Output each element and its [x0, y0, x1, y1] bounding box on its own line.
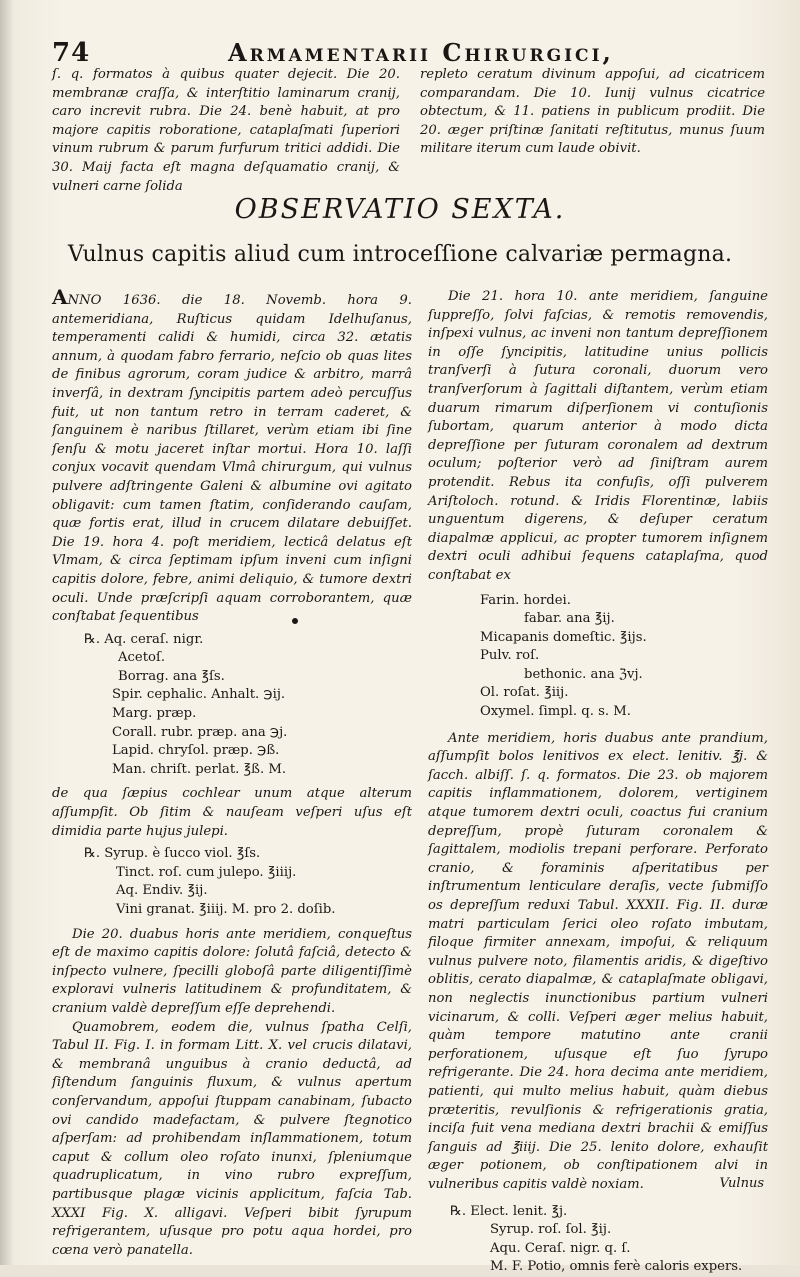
rx-line: Marg. præp. [112, 706, 197, 722]
left-paragraph-4: Quamobrem, eodem die, vulnus ſpatha Celſi, Tabul II. Fig. I. in formam Litt. X. vel crucis dilatavi, & membranâ unguibus à cranio deductâ, ad ſiſtendum ſanguinis fluxum, & vulnus apertum conſervandum, appoſui ſtuppam canabinam, ſubacto ovi candido madefactam, & pulvere ſtegnotico aſperſam: ad prohibendam inſlammationem, totum caput & collum oleo roſato inunxi, ſpleniumque quadruplicatum, in vino rubro expreſſum, partibusque plagæ vicinis applicitum, faſcia Tab. XXXI Fig. X. alligavi. Veſperi bibit ſyrupum refrigerantem, uſusque pro potu aqua hordei, pro cœna verò panatella. [52, 1019, 412, 1258]
rx-line: Pulv. roſ. [480, 648, 540, 664]
rx-line: Man. chriſt. perlat. ℥ß. M. [112, 761, 287, 777]
rx-line: Oxymel. ſimpl. q. s. M. [480, 704, 631, 720]
left-column [52, 285, 412, 1260]
prescription-julep [52, 845, 412, 919]
left-paragraph-1: ANNO 1636. die 18. Novemb. hora 9. antemeridiana, Ruſticus quidam Idelhuſanus, temperamenti calidi & humidi, circa 32. ætatis annum, à quodam fabro ferrario, neſcio ob quas lites de finibus agrorum, coram judice & arbitro, marrâ inverſâ, in dextram ſyncipitis partem adeò percuſſus fuit, ut non tantum retro in terram caderet, & ſanguinem è naribus ſtillaret, verùm etiam ibi ſine ſenſu & motu jaceret inſtar mortui. Hora 10. laſſi conjux vocavit quendam Vlmâ chirurgum, qui vulnus pulvere adſtringente Galeni & albumine ovi agitato obligavit: cum tamen ſtatim, conſiderando cauſam, quæ fortis erat, illud in crucem dilatare debuiſſet. Die 19. hora 4. poſt meridiem, lecticâ delatus eſt Vlmam, & circa ſeptimam ipſum inveni cum inſigni capitis dolore, febre, animi deliquio, & tumore dextri oculi. Unde præſcripſi aquam corroborantem, quæ conſtabat ſequentibus [52, 285, 412, 625]
observation-title: OBSERVATIO SEXTA. [234, 194, 566, 225]
prescription-cataplasm [428, 592, 768, 722]
left-paragraph-2: de qua ſæpius cochlear unum atque alterum aſſumpſit. Ob ſitim & nauſeam veſperi uſus eſt dimidia parte hujus julepi. [52, 786, 412, 839]
rx-line: Farin. hordei. [480, 592, 571, 608]
rx-line: Ol. roſat. ℥iij. [480, 685, 569, 701]
top-right-paragraph: repleto ceratum divinum appoſui, ad cicatricem comparandam. Die 10. Iunij vulnus cicatrice obtectum, & 11. patiens in publicum prodiit. Die 20. æger priſtinæ ſanitati reſtitutus, munus ſuum militare iterum cum laude obivit. [420, 67, 765, 157]
rx-line: Corall. rubr. præp. ana ℈j. [112, 724, 288, 740]
right-paragraph-1: Die 21. hora 10. ante meridiem, ſanguine ſuppreſſo, ſolvi faſcias, & remotis removendis, inſpexi vulnus, ac inveni non tantum depreſſionem in oſſe ſyncipitis, latitudine unius pollicis tranſverſi à ſutura coronali, duorum vero tranſverſorum à ſagittali diſtantem, verùm etiam duarum rimarum diſperſionem vi contuſionis ſubortam, quarum anterior à modo dicta depreſſione per ſuturam coronalem ad dextrum oculum; poſterior verò ad ſiniſtram aurem protendit. Rebus ita confuſis, oſſi pulverem Ariſtoloch. rotund. & Iridis Florentinæ, labiis unguentum digerens, & deſuper ceratum diapalmæ applicui, ac propter tumorem inſignem dextri oculi adhibui ſequens cataplaſma, quod conſtabat ex [428, 289, 768, 583]
prescription-water [52, 631, 412, 780]
gutter-shadow [0, 0, 14, 1265]
top-left-column [52, 66, 400, 196]
left-paragraph-3: Die 20. duabus horis ante meridiem, conqueſtus eſt de maximo capitis dolore: ſolutâ faſciâ, detecto & inſpecto vulnere, ſpecilli globoſâ parte diligentiſſimè exploravi vulneris latitudinem & profunditatem, & cranium valdè depreſſum eſſe deprehendi. [52, 926, 412, 1016]
rx-line: ℞. Syrup. è ſucco viol. ℥ſs. [84, 846, 261, 862]
rx-line: Vini granat. ℥iiij. M. pro 2. doſib. [116, 902, 336, 917]
right-paragraph-2: Ante meridiem, horis duabus ante prandium, aſſumpſit bolos lenitivos ex elect. lenitiv. ℥j. & ſacch. albiſſ. ſ. q. formatos. Die 23. ob majorem capitis inflammationem, dolorem, vertiginem atque tumorem dextri oculi, coactus fui cranium depreſſum, propè ſuturam coronalem & ſagittalem, modiolis trepani perforare. Perforato cranio, & foraminis aſperitatibus per inſtrumentum lenticulare deraſis, vecte ſubmiſſo os depreſſum reduxi Tabul. XXXII. Fig. II. duræ matri particulam ſerici oleo roſato imbutam, filoque firmiter annexam, impoſui, & reliquum vulnus pulvere noto, filamentis aridis, & digeſtivo oblitis, cerato diapalmæ, & cataplaſmate obligavi, non neglectis inunctionibus partium vulneri vicinarum, & colli. Veſperi æger melius habuit, quàm tempore matutino ante cranii perforationem, uſusque eſt ſuo ſyrupo refrigerante. Die 24. hora decima ante meridiem, patienti, qui multo melius habuit, quàm diebus præteritis, revulſionis & refrigerationis gratia, inciſa fuit vena mediana dextri brachii & emiſſus ſanguis ad ℥iiij. Die 25. lenito dolore, exhauſit æger potionem, ob conſtipationem alvi in vulneribus capitis valdè noxiam. [428, 730, 768, 1192]
rx-line: Lapid. chryſol. præp. ℈ß. [112, 743, 280, 759]
rx-line: Spir. cephalic. Anhalt. ℈ij. [112, 687, 286, 703]
page-number: 74 [52, 38, 91, 68]
drop-cap: A [52, 285, 68, 309]
catchword: Vulnus [719, 1176, 764, 1191]
top-left-paragraph: ſ. q. formatos à quibus quater dejecit. Die 20. membranæ craſſa, & interſtitio laminarum cranij, caro increvit rubra. Die 24. benè habuit, at pro majore capitis roboratione, cataplaſmati ſuperiori vinum rubrum & parum furfurum tritici addidi. Die 30. Maij facta eſt magna deſquamatio cranij, & vulneri carne ſolida [52, 67, 400, 194]
running-head: Armamentarii Chirurgici, [228, 38, 614, 67]
right-column [428, 288, 768, 1277]
rx-line: Aqu. Ceraſ. nigr. q. ſ. [490, 1240, 631, 1256]
rx-line: ℞. Aq. ceraſ. nigr. [84, 631, 204, 647]
observation-subtitle: Vulnus capitis aliud cum introceſſione calvariæ permagna. [67, 242, 733, 267]
rx-line: Syrup. roſ. ſol. ℥ij. [490, 1222, 612, 1238]
rx-line: M. F. Potio, omnis ferè caloris expers. [490, 1259, 743, 1275]
top-right-column [420, 66, 765, 159]
rx-line: Acetoſ. [118, 650, 166, 666]
ink-speck [292, 618, 298, 624]
rx-line: bethonic. ana ℨvj. [524, 666, 643, 682]
rx-line: fabar. ana ℥ij. [524, 611, 615, 627]
rx-line: ℞. Elect. lenit. ℥j. [450, 1203, 568, 1219]
rx-line: Tinct. roſ. cum julepo. ℥iiij. [116, 864, 297, 880]
rx-line: Borrag. ana ℥ſs. [118, 668, 225, 684]
rx-line: Aq. Endiv. ℥ij. [116, 883, 208, 899]
rx-line: Micapanis domeſtic. ℥ijs. [480, 629, 647, 645]
prescription-potion [428, 1203, 768, 1277]
